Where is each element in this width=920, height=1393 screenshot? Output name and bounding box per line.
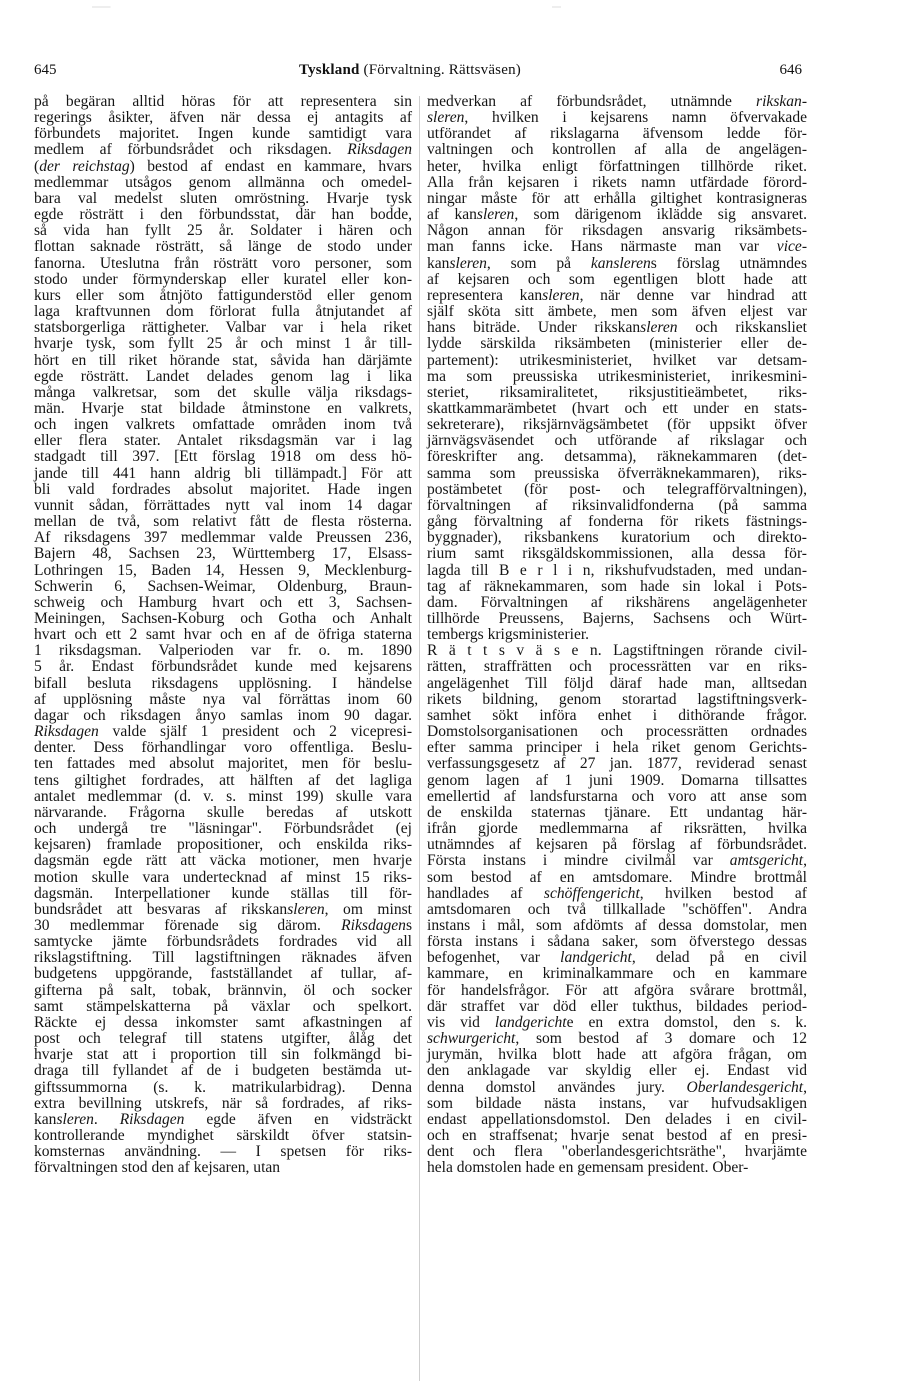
left-text-line: hört en till riket hörande stat, såvida han därjämte	[34, 351, 412, 369]
right-text-line: jurymän, hvilka blott hade att afgöra frågan, om	[427, 1046, 807, 1064]
left-text-line: 1 riksdagsman. Valperioden var fr. o. m. 1890	[34, 642, 412, 660]
right-text-line: Första instans i mindre civilmål var amtsgericht,	[427, 852, 807, 870]
left-text-line: och undergå tre "läsningar". Förbundsrådet (ej	[34, 820, 412, 838]
left-text-line: (der reichstag) bestod af endast en kammare, hvars	[34, 157, 412, 175]
left-text-line: tens giltighet fordrades, att hälften af det lagliga	[34, 771, 412, 789]
right-text-line: samma som preussiska öfverräknekammaren), riks-	[427, 464, 807, 482]
left-text-line: budgetens uppgörande, fastställandet af tullar, af-	[34, 965, 412, 983]
right-text-line: sekreterare), riksjärnvägsämbetet (för uppsikt öfver	[427, 416, 807, 434]
left-text-line: förbundets majoritet. Ingen kunde samtidigt vara	[34, 125, 412, 143]
left-text-line: egde rösträtt i den förbundsstat, där han bodde,	[34, 206, 412, 224]
left-text-line: eller flera stater. Antalet riksdagsmän var i lag	[34, 432, 412, 450]
left-text-line: Af riksdagens 397 medlemmar valde Preussen 236,	[34, 529, 412, 547]
left-text-line: kansleren. Riksdagen egde äfven en vidsträckt	[34, 1110, 412, 1128]
right-text-line: hela domstolen hade en gemensam president. Ober-	[427, 1159, 749, 1177]
right-text-line: lagda till B e r l i n, rikshufvudstaden, med undan-	[427, 561, 807, 579]
left-text-line: kontrollerande myndighet särskildt öfver statsin-	[34, 1127, 412, 1144]
left-text-line: motion skulle vara undertecknad af minst 15 riks-	[34, 868, 412, 886]
left-text-line: samt stämpelskatterna på växlar och spelkort.	[34, 997, 412, 1015]
left-text-line: medlemmar utsågos genom allmänna och omedel-	[34, 173, 412, 191]
left-text-line: vunnit sådan, förrättades nytt val inom 14 dagar	[34, 496, 412, 514]
right-text-line: handlades af schöffengericht, hvilken bestod af	[427, 884, 807, 902]
right-text-line: sleren, hvilken i kejsarens namn öfvervakade	[427, 109, 807, 127]
right-text-line: första instans i sådana saker, som öfverstego dessas	[427, 933, 807, 951]
right-text-line: medverkan af förbundsrådet, utnämnde rikskan-	[427, 93, 807, 110]
left-text-line: post och telegraf till statens utgifter, ålåg det	[34, 1030, 412, 1048]
right-text-line: Domstolsorganisationen och processrätten ordnades	[427, 723, 807, 741]
text-column-right	[427, 94, 807, 1176]
left-text-line: kurs eller som åtnjöto fattigunderstöd eller genom	[34, 286, 412, 304]
right-text-line: emellertid af landsfurstarna och voro att anse som	[427, 787, 807, 805]
left-text-line: hvarje tysk, som fyllt 25 år och minst 1 år till-	[34, 335, 412, 353]
right-text-line: af kansleren, som därigenom iklädde sig ansvaret.	[427, 206, 807, 224]
left-text-line: och ingen valkrets omfattade områden inom två	[34, 416, 412, 434]
right-text-line: partement): utrikesministeriet, hvilket var detsam-	[427, 351, 807, 369]
right-text-line: angelägenhet Till följd däraf hade man, alltsedan	[427, 674, 807, 692]
left-text-line: förvaltningen stod den af kejsaren, utan	[34, 1159, 281, 1177]
left-text-line: kejsaren) framlade propositioner, och enskilda riks-	[34, 836, 412, 854]
right-text-line: dent och flera "oberlandesgerichtsräthe", hvarjämte	[427, 1143, 807, 1161]
right-text-line: efter samma principer i hela riket genom Gerichts-	[427, 739, 807, 757]
left-text-line: Bajern 48, Sachsen 23, Württemberg 17, Elsass-	[34, 545, 412, 563]
right-text-line: man fanns icke. Hans närmaste man var vice-	[427, 238, 807, 256]
text-column-left	[34, 94, 412, 1176]
left-text-line: jande till 441 hann aldrig bli tillämpadt.] För att	[34, 464, 412, 482]
left-text-line: närvarande. Frågorna skulle beredas af utskott	[34, 803, 412, 821]
right-text-line: samhet sökt införa enhet i dithörande frågor.	[427, 706, 807, 724]
right-text-line: af kejsaren och som egentligen blott hade att	[427, 270, 807, 288]
right-text-line: järnvägsväsendet och utförande af rikslagar och	[427, 432, 807, 450]
right-text-line: hans biträde. Under rikskansleren och rikskansliet	[427, 319, 807, 337]
right-text-line: steriet, riksamiralitetet, riksjustitieämbetet, riks-	[427, 383, 807, 401]
left-text-line: dagsmän egde rätt att väcka motioner, men hvarje	[34, 852, 412, 870]
right-text-line: som bestod af en amtsdomare. Mindre brottmål	[427, 868, 807, 886]
right-text-line: rätten, straffrätten och processrätten var en riks-	[427, 658, 807, 676]
left-text-line: fanorna. Uteslutna från rösträtt voro personer, som	[34, 254, 412, 272]
right-text-line: ifrån gjorde medlemmarna af riksrätten, hvilka	[427, 820, 807, 838]
right-text-line: där straffet var död eller tukthus, bildades period-	[427, 997, 807, 1015]
scan-artifact	[0, 6, 920, 8]
right-text-line: lydde särskilda riksämbeten (ministerier eller de-	[427, 335, 807, 353]
right-text-line: utförandet af rikslagarna äfvensom ledde för-	[427, 125, 807, 143]
left-text-line: på begäran alltid höras för att representera sin	[34, 93, 412, 110]
left-text-line: giftssummorna (s. k. matrikularbidrag). Denna	[34, 1078, 412, 1096]
right-text-line: rium samt riksgäldskommissionen, alla dessa för-	[427, 545, 807, 563]
right-text-line: ningar måste för att erhålla giltighet kontrasigneras	[427, 189, 807, 207]
left-text-line: komsternas användning. — I spetsen för riks-	[34, 1143, 412, 1161]
right-text-line: Alla från kejsaren i rikets namn utfärdade förord-	[427, 173, 807, 191]
left-text-line: Lothringen 15, Baden 14, Hessen 9, Mecklenburg-	[34, 561, 412, 579]
right-text-line: byggnader), riksbankens kuratorium och direkto-	[427, 529, 807, 547]
right-text-line: R ä t t s v ä s e n. Lagstiftningen rörande civil-	[427, 642, 807, 660]
left-text-line: hvart och ett 2 samt hvar och en af de öfriga staterna	[34, 626, 412, 644]
left-text-line: extra bevillning utskrefs, när så fordrades, af riks-	[34, 1094, 412, 1112]
right-text-line: tag af räknekammaren, som hade sin lokal i Pots-	[427, 577, 807, 595]
right-text-line: de enskilda staternas tjänare. Ett undantag här-	[427, 803, 807, 821]
right-text-line: denna domstol användes jury. Oberlandesgericht,	[427, 1078, 807, 1096]
left-text-line: hvarje stat att i proportion till sin folkmängd bi-	[34, 1046, 412, 1064]
right-text-line: postämbetet (för post- och telegrafförvaltningen),	[427, 480, 807, 498]
running-title-country: Tyskland	[299, 62, 360, 78]
left-text-line: Meiningen, Sachsen-Koburg och Gotha och Anhalt	[34, 610, 412, 627]
right-text-line: valtningen och kontrollen af alla de angelägen-	[427, 141, 807, 159]
left-text-line: 30 medlemmar förenade sig därom. Riksdagens	[34, 916, 412, 934]
left-text-line: antalet medlemmar (d. v. s. minst 199) skulle vara	[34, 787, 412, 805]
left-text-line: män. Hvarje stat bildade åtminstone en valkrets,	[34, 399, 412, 417]
left-text-line: flottan saknade rösträtt, så länge de stodo under	[34, 238, 412, 256]
right-text-line: som bildade nästa instans, var hufvudsakligen	[427, 1094, 807, 1112]
running-title	[0, 62, 820, 79]
left-text-line: draga till fyllandet af de i budgeten bestämda ut-	[34, 1062, 412, 1080]
page-number-right: 646	[779, 62, 802, 78]
right-text-line: för handelsfrågor. För att afgöra svårare brottmål,	[427, 981, 807, 999]
left-text-line: dagsmän. Interpellationer kunde ställas till för-	[34, 884, 412, 902]
right-text-line: och en straffsenat; hvarje senat bestod af en presi-	[427, 1127, 807, 1144]
left-text-line: bara val medelst sluten omröstning. Hvarje tysk	[34, 189, 412, 207]
left-text-line: denter. Dess förhandlingar voro offentliga. Beslu-	[34, 739, 412, 757]
right-text-line: förvaltningen af riksinvalidfonderna (på samma	[427, 496, 807, 514]
left-text-line: samtycke jämte förbundsrådets fordrades vid all	[34, 933, 412, 951]
left-text-line: bundsrådet att besvaras af rikskansleren, om minst	[34, 900, 412, 918]
running-title-rest: (Förvaltning. Rättsväsen)	[363, 62, 521, 78]
left-text-line: många valkretsar, som det skulle välja riksdags-	[34, 383, 412, 401]
right-text-line: heter, hvilka enligt författningen tillhörde riket.	[427, 157, 807, 175]
left-text-line: bli vald fordrades absolut majoritet. Hade ingen	[34, 480, 412, 498]
right-text-line: amtsdomaren och två tillkallade "schöffen". Andra	[427, 900, 807, 918]
left-text-line: Riksdagen valde själf 1 president och 2 vicepresi-	[34, 723, 412, 741]
left-text-line: regerings åsikter, äfven när dessa ej antagits af	[34, 109, 412, 127]
right-text-line: schwurgericht, som bestod af 3 domare och 12	[427, 1030, 807, 1048]
right-text-line: dam. Förvaltningen af rikshärens angelägenheter	[427, 593, 807, 611]
left-text-line: så vida han fyllt 25 år. Soldater i hären och	[34, 222, 412, 240]
right-text-line: kammare, en kriminalkammare och en kammare	[427, 965, 807, 983]
left-text-line: rikslagstiftning. Till lagstiftningen räknades äfven	[34, 949, 412, 967]
page-number-left: 645	[34, 62, 57, 78]
right-text-line: vis vid landgerichte en extra domstol, den s. k.	[427, 1013, 807, 1031]
left-text-line: Schwerin 6, Sachsen-Weimar, Oldenburg, Braun-	[34, 577, 412, 595]
left-text-line: mellan de två, som relativt fått de flesta rösterna.	[34, 513, 412, 531]
left-text-line: ten fattades med absolut majoritet, men för beslu-	[34, 755, 412, 773]
left-text-line: gifterna på salt, tobak, brännvin, öl och socker	[34, 981, 412, 999]
right-text-line: rikets bildning, genom storartad lagstiftningsverk-	[427, 690, 807, 708]
left-text-line: af upplösning måste nya val förrättas inom 60	[34, 690, 412, 708]
right-text-line: representera kansleren, när denne var hindrad att	[427, 286, 807, 304]
right-text-line: själf sköta sitt ämbete, men som äfven eljest var	[427, 303, 807, 321]
left-text-line: statsborgerliga rättigheter. Valbar var i hela riket	[34, 319, 412, 337]
right-text-line: utnämndes af kejsaren på förslag af förbundsrådet.	[427, 836, 807, 854]
left-text-line: laga kraftvunnen dom förlorat fulla åtnjutandet af	[34, 303, 412, 321]
right-text-line: kansleren, som på kanslerens förslag utnämndes	[427, 254, 808, 272]
right-text-line: föreskrifter ang. detsamma), räknekammaren (det-	[427, 448, 807, 466]
right-text-line: skattkammarämbetet (hvart och ett under en stats-	[427, 399, 807, 417]
left-text-line: stodo under förmynderskap eller kuratel eller kon-	[34, 270, 412, 288]
left-text-line: stadgadt till 397. [Ett förslag 1918 om dess hö-	[34, 448, 412, 466]
right-text-line: tillhörde Preussens, Bajerns, Sachsens och Würt-	[427, 610, 807, 627]
right-text-line: ma som preussiska utrikesministeriet, inrikesmini-	[427, 367, 807, 385]
right-text-line: befogenhet, var landgericht, delad på en civil	[427, 949, 807, 967]
left-text-line: schweig och Hamburg hvart och ett 3, Sachsen-	[34, 593, 412, 611]
right-text-line: tembergs krigsministerier.	[427, 626, 590, 644]
left-text-line: bifall besluta riksdagens upplösning. I händelse	[34, 674, 412, 692]
right-text-line: verfassungsgesetz af 27 jan. 1877, reviderad senast	[427, 755, 807, 773]
left-text-line: dagar och riksdagen ånyo samlas inom 90 dagar.	[34, 706, 412, 724]
right-text-line: gång förvaltning af fonderna för rikets fästnings-	[427, 513, 807, 531]
right-text-line: endast appellationsdomstol. Den delades i en civil-	[427, 1110, 807, 1128]
right-text-line: Någon annan för riksdagen ansvarig riksämbets-	[427, 222, 807, 240]
left-text-line: egde rösträtt. Landet delades genom lag i lika	[34, 367, 412, 385]
left-text-line: medlem af förbundsrådet och riksdagen. Riksdagen	[34, 141, 412, 159]
right-text-line: instans i mål, som afdömts af dessa domstolar, men	[427, 916, 807, 934]
left-text-line: 5 år. Endast förbundsrådet kunde med kejsarens	[34, 658, 412, 676]
right-text-line: den anklagade var skyldig eller ej. Endast vid	[427, 1062, 807, 1080]
right-text-line: genom lagen af 1 juni 1909. Domarna tillsattes	[427, 771, 807, 789]
column-divider	[419, 96, 420, 1381]
left-text-line: Räckte ej dessa inkomster samt afkastningen af	[34, 1013, 412, 1031]
